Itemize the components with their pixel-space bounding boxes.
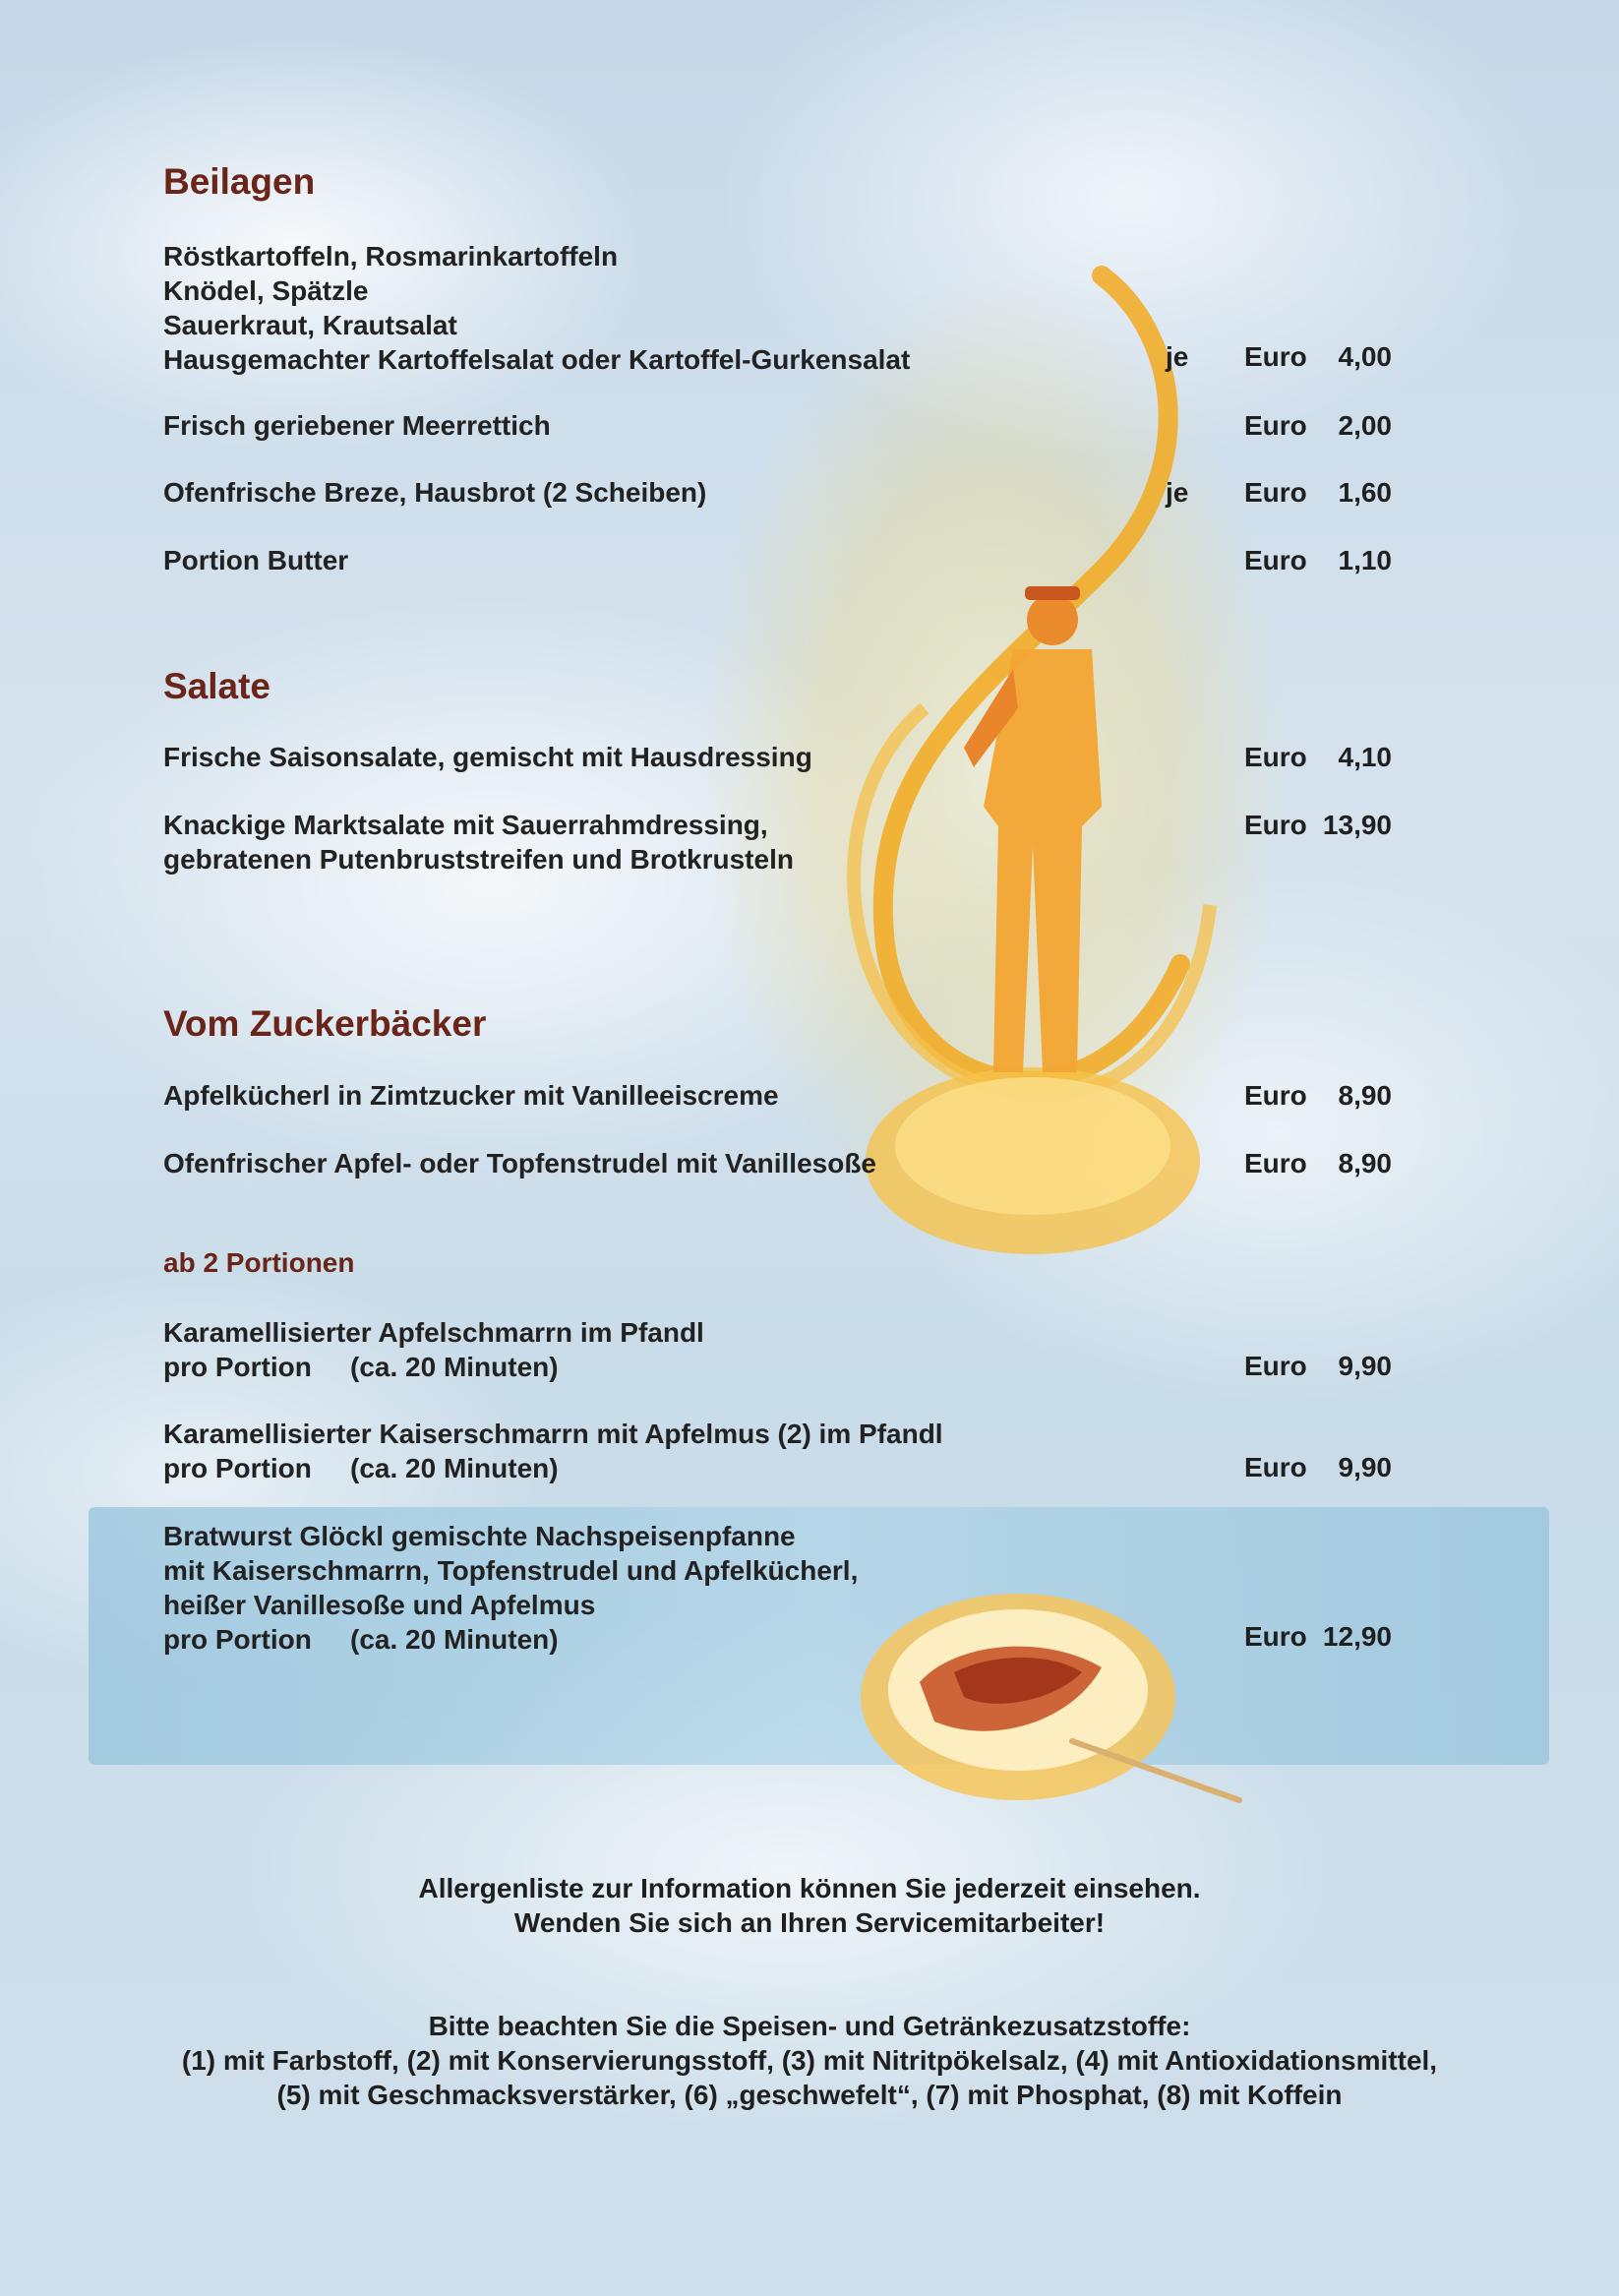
prep-time: (ca. 20 Minuten) [350,1624,559,1655]
currency-label: Euro [1244,742,1307,772]
menu-item-salate-2 [163,808,794,876]
menu-item-beilagen-1 [163,239,910,377]
dessert-plate-illustration [846,1574,1259,1830]
note-line: Bitte beachten Sie die Speisen- und Getränkezusatzstoffe: [428,2011,1191,2041]
currency-label: Euro [1244,341,1307,372]
menu-item-dessert-4 [163,1417,943,1485]
note-line: (1) mit Farbstoff, (2) mit Konservierungsstoff, (3) mit Nitritpökelsalz, (4) mit Antioxidationsmittel, [181,2045,1438,2076]
portion-label: pro Portion [163,1624,312,1655]
item-line: mit Kaiserschmarrn, Topfenstrudel und Apfelkücherl, [163,1555,859,1586]
currency-label: Euro [1244,1351,1307,1381]
currency-label: Euro [1244,545,1307,575]
price: 1,10 [1338,545,1392,575]
item-line: Röstkartoffeln, Rosmarinkartoffeln [163,241,619,272]
price: 2,00 [1338,410,1392,441]
menu-item-dessert-3 [163,1315,704,1384]
subheading-ab-2-portionen: ab 2 Portionen [163,1247,355,1278]
price: 8,90 [1338,1080,1392,1111]
additives-note [0,2009,1619,2112]
currency-label: Euro [1244,410,1307,441]
price: 8,90 [1338,1148,1392,1178]
portion-label: pro Portion [163,1352,312,1382]
note-line: (5) mit Geschmacksverstärker, (6) „geschwefelt“, (7) mit Phosphat, (8) mit Koffein [276,2080,1343,2110]
menu-item-dessert-5 [163,1519,858,1657]
note-line: Allergenliste zur Information können Sie jederzeit einsehen. [418,1873,1201,1903]
currency-label: Euro [1244,1452,1307,1482]
section-title-beilagen: Beilagen [163,161,316,202]
allergen-note [0,1871,1619,1940]
price: 4,10 [1338,742,1392,772]
currency-label: Euro [1244,1148,1307,1178]
menu-item-salate-1: Frische Saisonsalate, gemischt mit Hausdressing [163,742,812,772]
per-each-label: je [1166,341,1189,372]
menu-item-dessert-1: Apfelkücherl in Zimtzucker mit Vanilleeiscreme [163,1080,779,1111]
section-title-salate: Salate [163,666,271,706]
price: 12,90 [1322,1621,1392,1652]
currency-label: Euro [1244,477,1307,508]
price: 13,90 [1322,810,1392,840]
item-line: Bratwurst Glöckl gemischte Nachspeisenpfanne [163,1521,796,1551]
section-title-zuckerbaecker: Vom Zuckerbäcker [163,1003,487,1044]
prep-time: (ca. 20 Minuten) [350,1352,559,1382]
currency-label: Euro [1244,810,1307,840]
item-line: heißer Vanillesoße und Apfelmus [163,1590,596,1620]
item-line: Sauerkraut, Krautsalat [163,310,457,340]
currency-label: Euro [1244,1080,1307,1111]
item-line: Knödel, Spätzle [163,275,369,306]
price: 9,90 [1338,1452,1392,1482]
menu-item-beilagen-3: Ofenfrische Breze, Hausbrot (2 Scheiben) [163,477,707,508]
price: 9,90 [1338,1351,1392,1381]
portion-label: pro Portion [163,1453,312,1483]
item-line: Karamellisierter Kaiserschmarrn mit Apfelmus (2) im Pfandl [163,1419,943,1449]
menu-item-beilagen-4: Portion Butter [163,545,349,575]
item-line: Knackige Marktsalate mit Sauerrahmdressing, [163,810,768,840]
item-line: Karamellisierter Apfelschmarrn im Pfandl [163,1317,704,1348]
price: 4,00 [1338,341,1392,372]
menu-item-dessert-2: Ofenfrischer Apfel- oder Topfenstrudel mit Vanillesoße [163,1148,877,1178]
currency-label: Euro [1244,1621,1307,1652]
menu-item-beilagen-2: Frisch geriebener Meerrettich [163,410,551,441]
item-line: gebratenen Putenbruststreifen und Brotkrusteln [163,844,794,875]
price: 1,60 [1338,477,1392,508]
per-each-label: je [1166,477,1189,508]
prep-time: (ca. 20 Minuten) [350,1453,559,1483]
note-line: Wenden Sie sich an Ihren Servicemitarbeiter! [513,1907,1106,1938]
item-line: Hausgemachter Kartoffelsalat oder Kartoffel-Gurkensalat [163,344,911,375]
